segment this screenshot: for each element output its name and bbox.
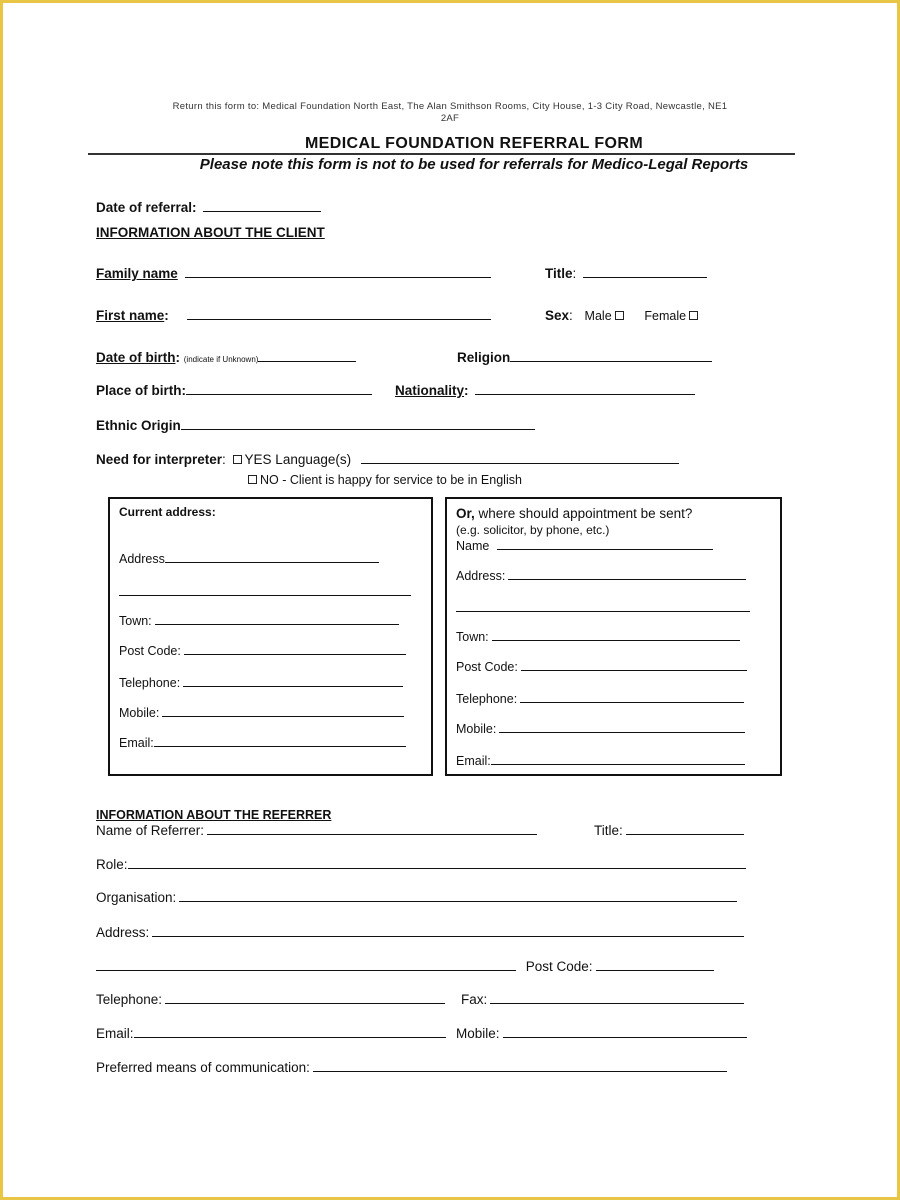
fax-row bbox=[461, 992, 744, 1007]
appointment-address-box bbox=[445, 497, 782, 776]
nationality-label: Nationality bbox=[395, 383, 465, 398]
appointment-email-row bbox=[456, 754, 745, 768]
form-subtitle: Please note this form is not to be used for referrals for Medico-Legal Reports bbox=[199, 156, 749, 173]
current-address-box bbox=[108, 497, 433, 776]
current-email-label: Email: bbox=[119, 736, 154, 750]
referrer-telephone-field[interactable] bbox=[165, 993, 445, 1004]
family-name-row bbox=[96, 266, 491, 281]
appointment-town-field[interactable] bbox=[492, 630, 740, 641]
interpreter-yes-checkbox[interactable] bbox=[233, 455, 242, 464]
interpreter-row: Need for interpreter: YES Language(s) bbox=[96, 452, 679, 467]
place-of-birth-row bbox=[96, 383, 372, 398]
current-telephone-label: Telephone: bbox=[119, 676, 181, 690]
interpreter-no-checkbox[interactable] bbox=[248, 475, 257, 484]
sex-label: Sex bbox=[545, 308, 570, 323]
role-row bbox=[96, 857, 746, 872]
appointment-name-field[interactable] bbox=[497, 539, 713, 550]
language-field[interactable] bbox=[361, 453, 679, 464]
referrer-mobile-label: Mobile: bbox=[456, 1026, 500, 1041]
referrer-name-row bbox=[96, 823, 537, 838]
form-title: MEDICAL FOUNDATION REFERRAL FORM bbox=[304, 135, 644, 152]
current-mobile-label: Mobile: bbox=[119, 706, 160, 720]
current-address-title: Current address: bbox=[119, 505, 216, 519]
current-address-line-2 bbox=[119, 585, 411, 599]
appointment-address-row bbox=[456, 569, 746, 583]
date-of-referral bbox=[96, 200, 321, 215]
current-address-label: Address bbox=[119, 552, 165, 566]
current-address-line bbox=[119, 552, 379, 566]
return-line-2: 2AF bbox=[440, 113, 460, 124]
client-title-label: Title bbox=[545, 266, 573, 281]
appointment-name-label: Name bbox=[456, 539, 490, 553]
referrer-address-field[interactable] bbox=[152, 926, 744, 937]
referrer-address-row bbox=[96, 925, 744, 940]
appointment-postcode-row bbox=[456, 660, 747, 674]
religion-field[interactable] bbox=[510, 351, 712, 362]
place-of-birth-field[interactable] bbox=[186, 384, 372, 395]
current-town-field[interactable] bbox=[155, 614, 399, 625]
referrer-telephone-label: Telephone: bbox=[96, 992, 163, 1007]
appointment-email-label: Email: bbox=[456, 754, 491, 768]
role-label: Role: bbox=[96, 857, 128, 872]
organisation-label: Organisation: bbox=[96, 890, 177, 905]
appointment-title: Or, where should appointment be sent? bbox=[456, 506, 693, 521]
religion-row bbox=[457, 350, 712, 365]
first-name-field[interactable] bbox=[187, 309, 491, 320]
current-telephone-field[interactable] bbox=[183, 676, 403, 687]
sex-row: Sex: Male Female bbox=[545, 308, 701, 323]
male-checkbox[interactable] bbox=[615, 311, 624, 320]
referrer-title-field[interactable] bbox=[626, 824, 744, 835]
appointment-address-row-2 bbox=[456, 601, 750, 615]
fax-field[interactable] bbox=[490, 993, 744, 1004]
referrer-mobile-field[interactable] bbox=[503, 1027, 747, 1038]
client-title-row: Title: bbox=[545, 266, 707, 281]
male-label: Male bbox=[584, 309, 612, 323]
current-postcode-row bbox=[119, 644, 406, 658]
role-field[interactable] bbox=[128, 858, 746, 869]
preferred-communication-field[interactable] bbox=[313, 1061, 727, 1072]
current-address-field-2[interactable] bbox=[119, 585, 411, 596]
fax-label: Fax: bbox=[461, 992, 488, 1007]
interpreter-yes-label: YES Language(s) bbox=[244, 452, 352, 467]
date-of-referral-label: Date of referral: bbox=[96, 200, 197, 215]
appointment-mobile-row bbox=[456, 722, 745, 736]
dob-field[interactable] bbox=[258, 351, 356, 362]
appointment-address-label: Address: bbox=[456, 569, 506, 583]
nationality-field[interactable] bbox=[475, 384, 695, 395]
referrer-title-row bbox=[594, 823, 744, 838]
appointment-mobile-field[interactable] bbox=[499, 722, 745, 733]
date-of-referral-field[interactable] bbox=[203, 201, 321, 212]
appointment-postcode-label: Post Code: bbox=[456, 660, 518, 674]
dob-row: Date of birth: (indicate if Unknown) bbox=[96, 350, 356, 365]
organisation-row bbox=[96, 890, 737, 905]
referrer-telephone-row bbox=[96, 992, 445, 1007]
current-email-row bbox=[119, 736, 406, 750]
preferred-communication-label: Preferred means of communication: bbox=[96, 1060, 310, 1075]
referrer-postcode-label: Post Code: bbox=[525, 959, 593, 974]
ethnic-origin-row bbox=[96, 418, 535, 433]
title-rule bbox=[88, 153, 795, 155]
current-address-field[interactable] bbox=[165, 552, 379, 563]
appointment-email-field[interactable] bbox=[491, 754, 745, 765]
referrer-email-label: Email: bbox=[96, 1026, 134, 1041]
appointment-telephone-field[interactable] bbox=[520, 692, 744, 703]
interpreter-no-label: NO - Client is happy for service to be in English bbox=[260, 473, 522, 487]
appointment-example: (e.g. solicitor, by phone, etc.) bbox=[456, 523, 610, 537]
appointment-town-row bbox=[456, 630, 740, 644]
appointment-name-row bbox=[456, 539, 713, 553]
family-name-label: Family name bbox=[96, 266, 178, 281]
referrer-name-field[interactable] bbox=[207, 824, 537, 835]
appointment-town-label: Town: bbox=[456, 630, 489, 644]
interpreter-no-row bbox=[245, 473, 522, 487]
family-name-field[interactable] bbox=[185, 267, 491, 278]
interpreter-label: Need for interpreter bbox=[96, 452, 223, 467]
return-address bbox=[0, 101, 900, 124]
current-email-field[interactable] bbox=[154, 736, 406, 747]
current-mobile-row bbox=[119, 706, 404, 720]
first-name-label: First name bbox=[96, 308, 165, 323]
appointment-telephone-label: Telephone: bbox=[456, 692, 518, 706]
ethnic-origin-label: Ethnic Origin bbox=[96, 418, 181, 433]
referrer-address-label: Address: bbox=[96, 925, 150, 940]
appointment-postcode-field[interactable] bbox=[521, 660, 747, 671]
appointment-telephone-row bbox=[456, 692, 744, 706]
nationality-row: Nationality: bbox=[395, 383, 695, 398]
appointment-address-field-2[interactable] bbox=[456, 601, 750, 612]
dob-label: Date of birth bbox=[96, 350, 176, 365]
first-name-row: First name: bbox=[96, 308, 491, 323]
current-telephone-row bbox=[119, 676, 403, 690]
referrer-email-row bbox=[96, 1026, 446, 1041]
religion-label: Religion bbox=[457, 350, 511, 365]
client-title-field[interactable] bbox=[583, 267, 707, 278]
referrer-email-field[interactable] bbox=[134, 1027, 446, 1038]
current-postcode-field[interactable] bbox=[184, 644, 406, 655]
current-mobile-field[interactable] bbox=[162, 706, 404, 717]
current-town-label: Town: bbox=[119, 614, 152, 628]
referrer-name-label: Name of Referrer: bbox=[96, 823, 205, 838]
return-line-1: Return this form to: Medical Foundation North East, The Alan Smithson Rooms, City House, 1-3 City Road, Newcastle, NE1 bbox=[172, 101, 728, 112]
referrer-mobile-row bbox=[456, 1026, 747, 1041]
preferred-communication-row bbox=[96, 1060, 727, 1075]
appointment-mobile-label: Mobile: bbox=[456, 722, 497, 736]
current-town-row bbox=[119, 614, 399, 628]
referrer-address-field-2[interactable] bbox=[96, 960, 516, 971]
female-label: Female bbox=[644, 309, 687, 323]
ethnic-origin-field[interactable] bbox=[181, 419, 535, 430]
dob-note: (indicate if Unknown) bbox=[183, 355, 259, 364]
organisation-field[interactable] bbox=[179, 891, 737, 902]
client-section-title: INFORMATION ABOUT THE CLIENT bbox=[96, 225, 325, 240]
referrer-title-label: Title: bbox=[594, 823, 623, 838]
referrer-postcode-row bbox=[96, 959, 714, 974]
appointment-address-field[interactable] bbox=[508, 569, 746, 580]
place-of-birth-label: Place of birth: bbox=[96, 383, 187, 398]
current-postcode-label: Post Code: bbox=[119, 644, 181, 658]
female-checkbox[interactable] bbox=[689, 311, 698, 320]
referrer-section-title: INFORMATION ABOUT THE REFERRER bbox=[96, 808, 332, 822]
referrer-postcode-field[interactable] bbox=[596, 960, 714, 971]
